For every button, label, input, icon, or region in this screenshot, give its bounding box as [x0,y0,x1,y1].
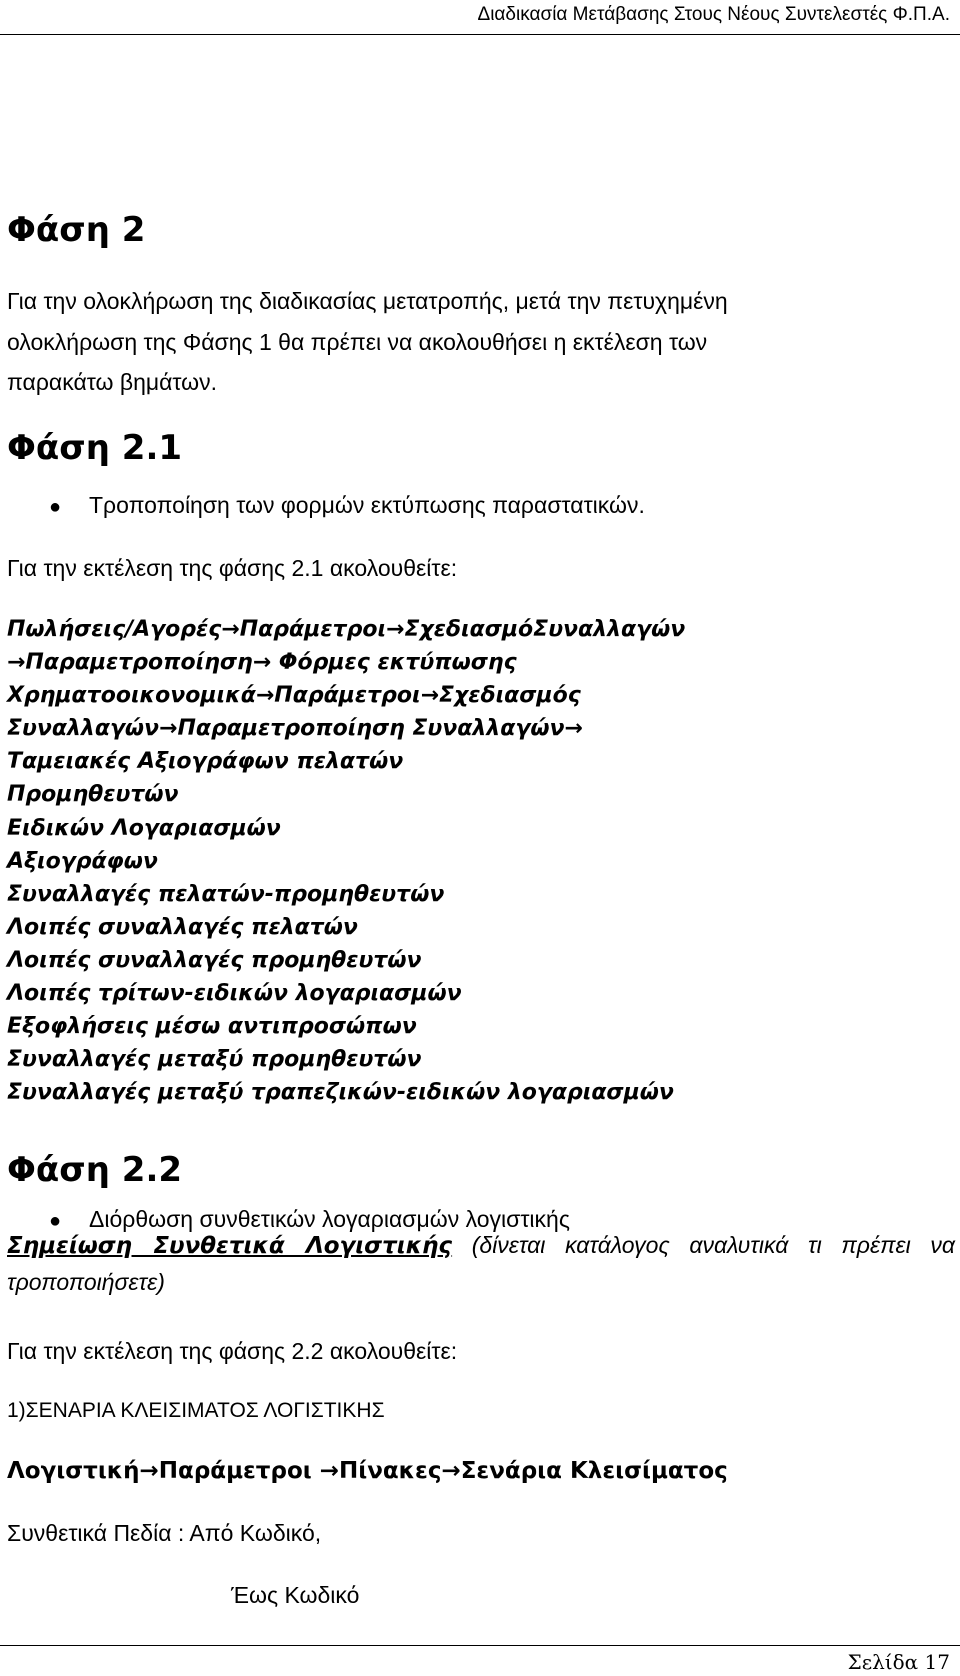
note-text: (δίνεται κατάλογος αναλυτικά τι πρέπει να τροποποιήσετε) [7,1232,956,1295]
fields-line-2: Έως Κωδικό [231,1582,360,1608]
phase-2-1-navigation-list [7,613,685,1109]
phase-2-2-note [7,1227,955,1300]
page-number: Σελίδα 17 [847,1650,950,1674]
phase-2-2-bullet-text: Διόρθωση συνθετικών λογαριασμών λογιστικής [89,1206,570,1232]
note-label: Σημείωση Συνθετικά Λογιστικής [7,1233,453,1259]
phase-2-1-bullet-text: Τροποποίηση των φορμών εκτύπωσης παραστατικών. [89,492,645,518]
nav-line: Λοιπές συναλλαγές πελατών [7,914,358,940]
nav-line: Χρηματοοικονομικά→Παράμετροι→Σχεδιασμός [7,683,581,709]
phase-2-intro-line-3: παρακάτω βημάτων. [7,369,218,395]
phase-2-1-bullet [49,488,645,524]
phase-2-2-instruction: Για την εκτέλεση της φάσης 2.2 ακολουθείτε: [7,1338,458,1364]
nav-line: Ειδικών Λογαριασμών [7,815,281,841]
phase-2-1-instruction: Για την εκτέλεση της φάσης 2.1 ακολουθείτε: [7,555,458,581]
phase-2-heading: Φάση 2 [7,210,146,250]
nav-line: Ταμειακές Αξιογράφων πελατών [7,749,404,775]
phase-2-intro-line-1: Για την ολοκλήρωση της διαδικασίας μετατροπής, μετά την πετυχημένη [7,288,728,314]
footer-divider [0,1645,960,1646]
bullet-icon: ● [49,496,62,518]
phase-2-1-heading: Φάση 2.1 [7,428,183,468]
nav-line: Λοιπές τρίτων-ειδικών λογαριασμών [7,981,462,1007]
nav-line: Συναλλαγές πελατών-προμηθευτών [7,881,445,907]
nav-line: Συναλλαγών→Παραμετροποίηση Συναλλαγών→ [7,716,583,742]
scenario-title: 1)ΣΕΝΑΡΙΑ ΚΛΕΙΣΙΜΑΤΟΣ ΛΟΓΙΣΤΙΚΗΣ [7,1399,385,1422]
nav-line: Πωλήσεις/Αγορές→Παράμετροι→ΣχεδιασμόΣυναλλαγών [7,617,686,642]
phase-2-intro-line-2: ολοκλήρωση της Φάσης 1 θα πρέπει να ακολουθήσει η εκτέλεση των [7,329,708,355]
phase-2-2-navigation-path: Λογιστική→Παράμετροι →Πίνακες→Σενάρια Κλεισίματος [7,1458,728,1484]
nav-line: Αξιογράφων [7,848,158,874]
nav-line: →Παραμετροποίηση→ Φόρμες εκτύπωσης [7,650,517,676]
nav-line: Συναλλαγές μεταξύ τραπεζικών-ειδικών λογαριασμών [7,1080,674,1106]
header-divider [0,34,960,35]
nav-line: Συναλλαγές μεταξύ προμηθευτών [7,1047,422,1073]
fields-line-1: Συνθετικά Πεδία : Από Κωδικό, [7,1520,322,1546]
running-header: Διαδικασία Μετάβασης Στους Νέους Συντελεστές Φ.Π.Α. [477,4,950,25]
phase-2-2-heading: Φάση 2.2 [7,1150,183,1190]
bullet-icon: ● [49,1210,62,1232]
nav-line: Προμηθευτών [7,782,179,808]
nav-line: Λοιπές συναλλαγές προμηθευτών [7,947,422,973]
nav-line: Εξοφλήσεις μέσω αντιπροσώπων [7,1014,417,1040]
